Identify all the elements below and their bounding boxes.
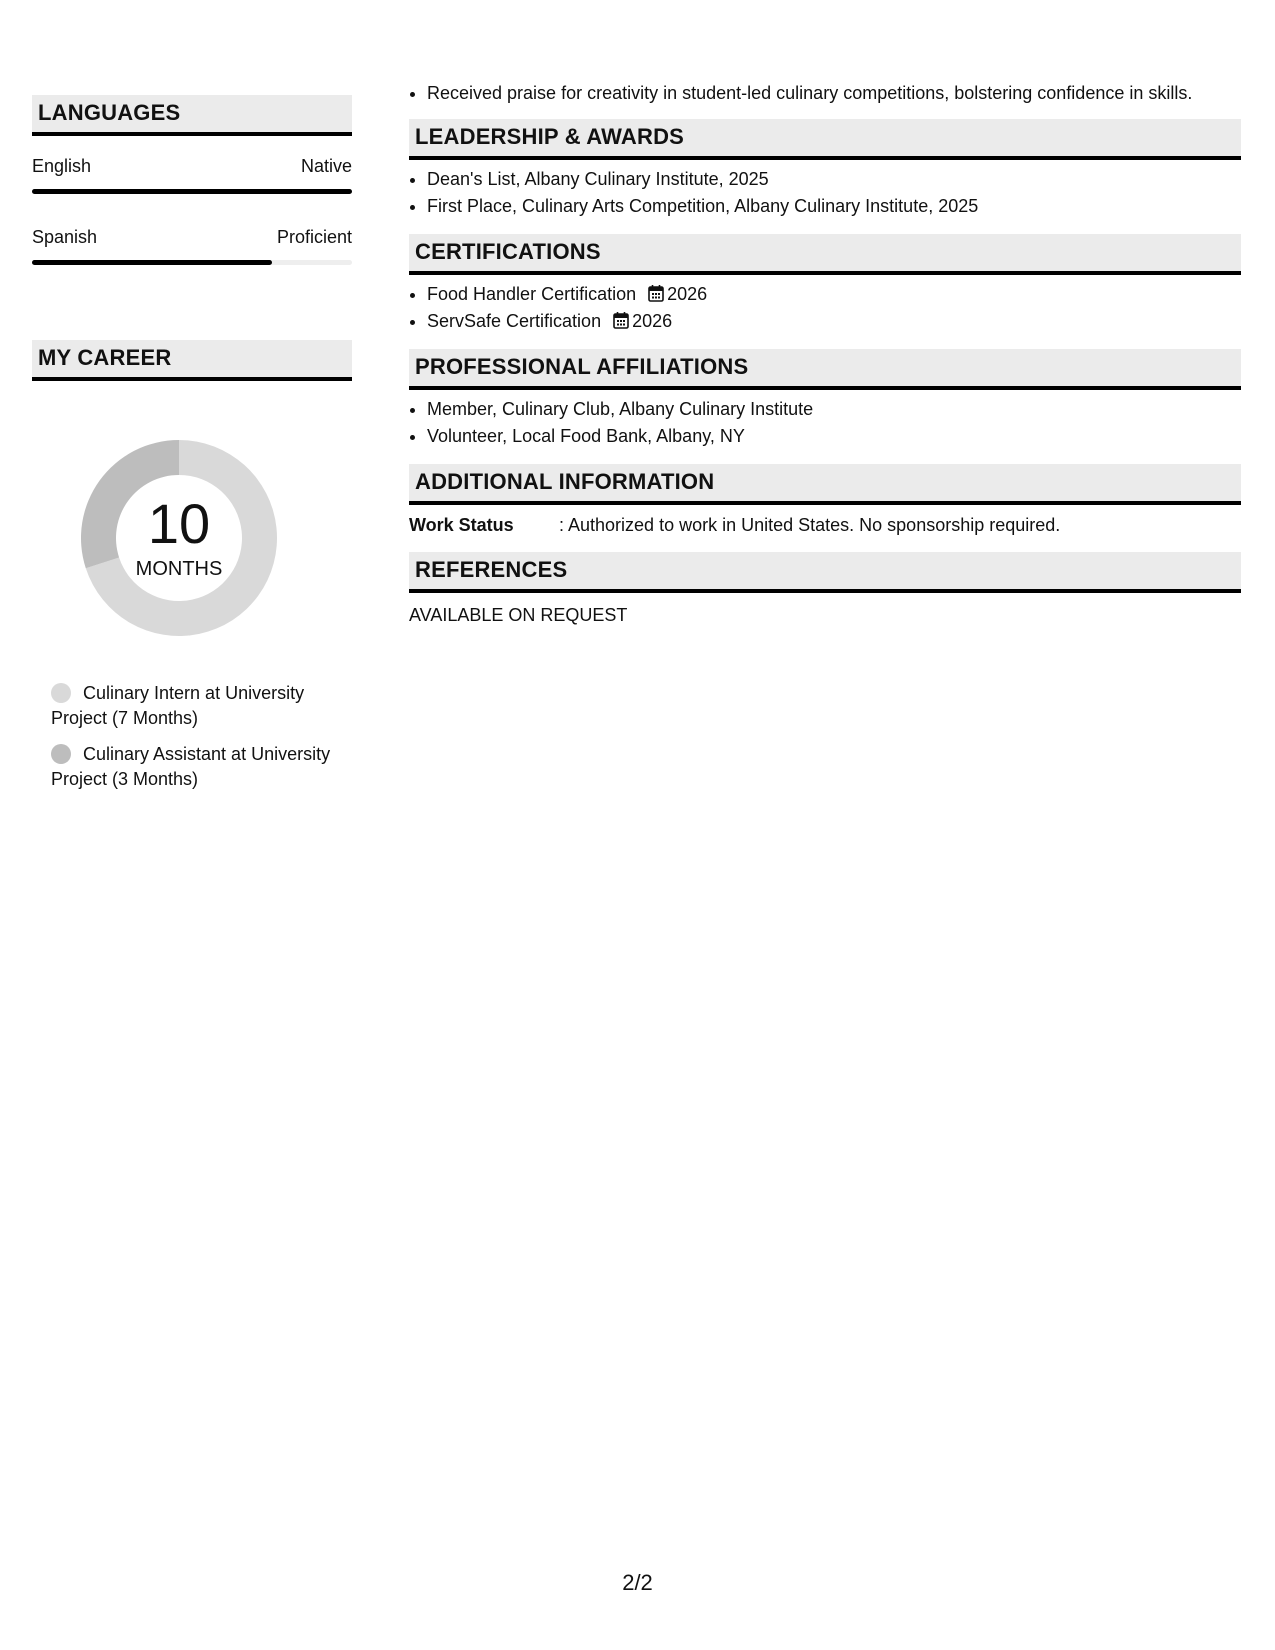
additional-info-heading: ADDITIONAL INFORMATION <box>409 464 1241 505</box>
work-status-row <box>409 515 1241 536</box>
language-proficiency-bar <box>32 189 352 194</box>
experience-bullet-list <box>409 80 1241 107</box>
donut-center <box>64 423 294 653</box>
career-donut-chart <box>64 423 294 653</box>
legend-label: Culinary Assistant at University Project (3 Months) <box>51 744 331 789</box>
career-total-months: 10 <box>147 492 211 555</box>
certification-year: 2026 <box>667 284 708 304</box>
calendar-icon <box>613 311 629 329</box>
references-heading: REFERENCES <box>409 552 1241 593</box>
languages-heading: LANGUAGES <box>32 95 352 136</box>
certifications-heading: CERTIFICATIONS <box>409 234 1241 275</box>
list-item: • Member, Culinary Club, Albany Culinary Institute <box>427 396 1241 423</box>
affiliations-heading: PROFESSIONAL AFFILIATIONS <box>409 349 1241 390</box>
legend-item <box>51 742 331 792</box>
calendar-icon <box>648 284 664 302</box>
work-status-value: : Authorized to work in United States. No sponsorship required. <box>559 515 1061 535</box>
references-text: AVAILABLE ON REQUEST <box>409 605 628 625</box>
career-heading: MY CAREER <box>32 340 352 381</box>
legend-item <box>51 681 331 731</box>
page-number: 2/2 <box>622 1570 653 1595</box>
language-level: Proficient <box>276 227 352 247</box>
certification-name: ServSafe Certification <box>427 311 602 331</box>
right-column <box>409 80 1241 626</box>
work-status-label: Work Status <box>409 515 514 535</box>
language-item-english <box>32 156 352 194</box>
list-item: • First Place, Culinary Arts Competition, Albany Culinary Institute, 2025 <box>427 193 1241 220</box>
certification-name: Food Handler Certification <box>427 284 637 304</box>
certification-item <box>427 308 1241 335</box>
language-proficiency-bar <box>32 260 352 265</box>
legend-label: Culinary Intern at University Project (7 Months) <box>51 683 305 728</box>
list-item: • Volunteer, Local Food Bank, Albany, NY <box>427 423 1241 450</box>
career-total-unit: MONTHS <box>135 558 223 580</box>
leadership-heading: LEADERSHIP & AWARDS <box>409 119 1241 160</box>
certification-item <box>427 281 1241 308</box>
affiliations-list <box>409 396 1241 450</box>
left-column <box>32 95 352 803</box>
legend-dot <box>51 744 71 764</box>
language-name: English <box>32 156 92 176</box>
language-item-spanish <box>32 227 352 265</box>
language-level: Native <box>300 156 352 176</box>
certification-year: 2026 <box>632 311 673 331</box>
list-item: • Received praise for creativity in student-led culinary competitions, bolstering confidence in skills. <box>427 80 1241 107</box>
language-proficiency-fill <box>32 260 272 265</box>
career-legend <box>51 681 331 792</box>
legend-dot <box>51 683 71 703</box>
list-item: • Dean's List, Albany Culinary Institute, 2025 <box>427 166 1241 193</box>
language-proficiency-fill <box>32 189 352 194</box>
certifications-list <box>409 281 1241 335</box>
language-name: Spanish <box>32 227 98 247</box>
leadership-list <box>409 166 1241 220</box>
